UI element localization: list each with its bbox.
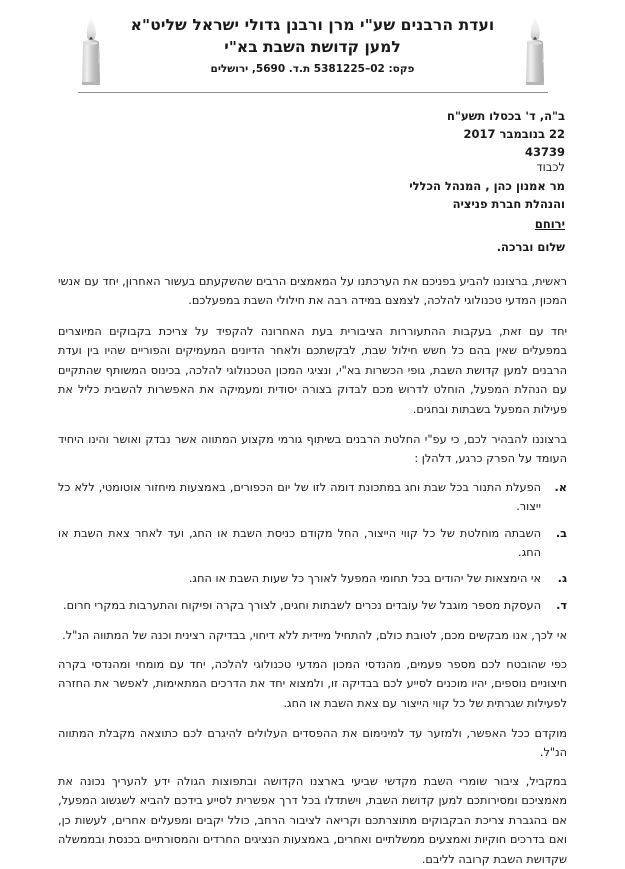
letter-body: [58, 272, 567, 869]
addressee-block: [409, 158, 565, 234]
reference-number: 43739: [524, 144, 565, 159]
list-item: [58, 569, 567, 588]
list-marker: ב.: [555, 526, 567, 540]
hebrew-date: ב"ה, ד' בכסלו תשע"ח: [447, 109, 565, 123]
list-item-text: העסקת מספר מוגבל של עובדים נכרים לשבתות וחגים, לצורך בקרה ופיקוח והתערבות במקרי חרום.: [63, 598, 541, 612]
list-marker: ד.: [556, 598, 567, 612]
paragraph-7: במקביל, ציבור שומרי השבת מקדשי שביעי בארצנו הקדושה ובתפוצות הגולה ידע להעריך נכונה את מאמציכם ומסירותכם למען קדושת השבת, וישתדלו בכל דרך אפשרית לסייע בידכם להביא לשגשוג המפעל, אם בהגברת צריכת הבקבוקים מתוצרתכם וקריאה לציבור הרחב, כולל יקבים ומפעלים אחרים, לעשות כן, ואם בדרכים חוקיות ואמצעים ממשלתיים ואחרים, באמצעות הנציגים החרדים והמסורתיים בכנסת ובממשלה שקדושת השבת קרובה לליבם.: [58, 774, 567, 866]
paragraph-1: ראשית, ברצוננו להביע בפניכם את הערכתנו על המאמצים הרבים שהשקעתם בעשור האחרון, יחד עם אנשי המכון המדעי טכנולוגי להלכה, לצמצם במידה רבה את חילולי השבת במפעלכם.: [58, 275, 567, 308]
date-block: [447, 108, 565, 161]
candle-icon: [518, 8, 552, 94]
list-item: [58, 524, 567, 563]
addressee-name: מר אמנון כהן , המנהל הכללי: [409, 178, 565, 193]
greeting: שלום וברכה.: [496, 240, 565, 254]
list-item-text: הפעלת התנור בכל שבת וחג במתכונת דומה לזו של יום הכפורים, באמצעות מיחזור אוטומטי, ללא כל ייצור.: [58, 480, 541, 514]
addressee-to-label: לכבוד: [536, 160, 565, 174]
letterhead-divider: [78, 92, 548, 93]
paragraph-3: ברצוננו להבהיר לכם, כי עפ"י החלטת הרבנים בשיתוף גורמי מקצוע המתווה אשר נבדק ואושר והינו היחיד העומד על הפרק כרגע, דלהלן :: [58, 432, 567, 466]
list-item: [58, 478, 567, 517]
conditions-list: [58, 478, 567, 616]
paragraph-5: כפי שהובטח לכם מספר פעמים, מהנדסי המכון המדעי טכנולוגי להלכה, יחד עם מומחי ומהנדסי בקרה חיצוניים נוספים, יהיו מוכנים לסייע לכם בבדיקה זו, ולמצוא יחד את הדרכים המתאימות, לאפשר את החזרה לפעילות שגרתית של כל קווי הייצור עם צאת השבת או החג.: [58, 657, 567, 710]
list-marker: ג.: [557, 572, 567, 586]
candle-icon: [74, 8, 108, 94]
letterhead-inner: [78, 14, 548, 77]
addressee-company: והנהלת חברת פניציה: [452, 197, 565, 212]
letterhead: [0, 0, 625, 100]
organization-contact: פקס: 02–5381225 ת.ד. 5690, ירושלים: [210, 62, 415, 75]
paragraph-6: מוקדם ככל האפשר, ולמזער עד למינימום את ההפסדים העלולים להיגרם לכם כתוצאה מקבלת המתווה הנ"ל.: [58, 727, 567, 760]
paragraph-2: יחד עם זאת, בעקבות ההתעוררות הציבורית בעת האחרונה להקפיד על צריכת בקבוקים המיוצרים במפעלים שאין בהם כל חשש חילול שבת, לבקשתכם ולאחר הדיונים המעמיקים והפוריים שהיו בין ועדת הרבנים למען קדושת השבת, גופי הכשרות בא"י, ונציגי המכון הטכנולוגי להלכה, בכינוס המשותף שהתקיים עם הנהלת המפעל, הוחלט לדרוש מכם לבדוק בצורה יסודית ומעמיקה את האפשרות להשבית כליל את פעילות המפעל בשבתות ובחגים.: [58, 324, 567, 416]
paragraph-4: אי לכך, אנו מבקשים מכם, לטובת כולם, להתחיל מיידית ללא דיחוי, בבדיקה רצינית וכנה של המתווה הנ"ל.: [62, 629, 567, 643]
list-marker: א.: [554, 480, 567, 494]
organization-title-line2: למען קדושת השבת בא"י: [224, 38, 401, 57]
list-item: [58, 596, 567, 615]
addressee-city: ירוחם: [534, 216, 565, 231]
list-item-text: השבתה מוחלטת של כל קווי הייצור, החל מקודם כניסת השבת או החג, ועד לאחר צאת השבת או החג.: [58, 526, 541, 560]
gregorian-date: 22 בנובמבר 2017: [463, 126, 565, 141]
organization-title-line1: ועדת הרבנים שע"י מרן ורבנן גדולי ישראל שליט"א: [130, 16, 495, 34]
list-item-text: אי הימצאות של יהודים בכל תחומי המפעל לאורך כל שעות השבת או החג.: [188, 572, 541, 586]
